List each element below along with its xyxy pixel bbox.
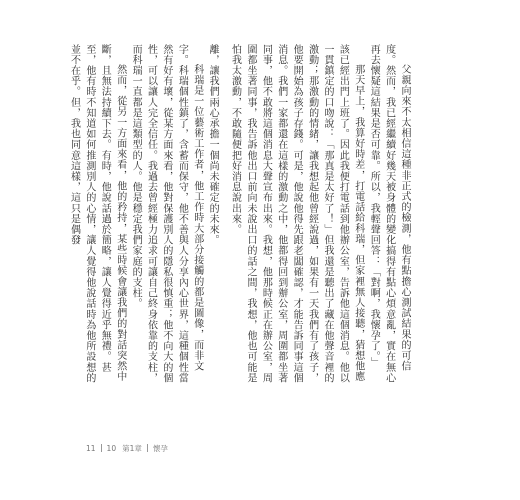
paragraph: 科瑞是一位藝術工作者，他工作時大部分接觸的都是圖像，而非文字。科瑞個性鎮了，含蓄而保守，他不善與人分享內心世界，這種個性當然有好有壞，從某方面來看，他對保護別人的隱私很慎重；他不向大的個性，可以讓人完全信任。我過去曾經極力追求可讓自己終身依靠的支柱，而科瑞一直都是這類型的人。他是穩定我們家庭的支柱。	[130, 44, 203, 384]
chapter-title: 懷孕	[152, 443, 168, 453]
paragraph: 離，讓我們兩心承擔一個尚未確定的未來。	[207, 44, 219, 246]
page-number-secondary: 10	[106, 443, 117, 453]
paragraph: 父親向來不太相信這種非正式的檢測，他有點擔心測試結果的可信度。然而，我已經繼續好幾天被身體的變化搞得有點心煩意亂，實在無心再去懷疑這結果是否可靠。所以，我輕聲回答：「對啊，我懷孕了。」	[368, 44, 410, 384]
divider	[101, 444, 102, 452]
paragraph: 那天早上，我算好時差，打電話給科瑞，但家裡無人接聽，猜想他應該已經出門上班了。因此我便打電話到他辦公室，告訴他這個消息。他以一貫鎮定的口吻說：「那真是太好了！」但我還是聽出了藏在他聲音裡的激動；那激動的情緒，讓我想起他曾經說過，如果有一天我們有了孩子，他要開始為孩子存錢。可是，他說他得先跟老闆確認，才能告訴同事這個消息。我們一家都還在這樣的激動之中，他都得回到辦公室，周圍都坐著同事，他不敢將這個消息大聲宣布出來。我想，他那時候正在辦公室，周圍都坐著同事，我告訴他出口前向未說出口的話之間，我想，他也可能是怕我太激動，不敢隨便把好消息說出來。	[229, 44, 364, 384]
page-number: 11	[86, 443, 96, 453]
divider	[147, 444, 148, 452]
paragraph: 然而，從另一方面來看，他的矜持，某些時候會讓我們的對話突然中斷，且無法持續下去。有時，他說話過於簡略，讓人覺得近乎無禮。甚至，他有時不知道如何推測別人的心情，讓人覺得他說話時為他所設想的並不在乎。但，我也同意這樣，這只是偶發	[68, 44, 126, 384]
page-footer	[86, 442, 168, 454]
chapter-label: 第1章	[122, 443, 142, 453]
body-text	[68, 44, 412, 386]
